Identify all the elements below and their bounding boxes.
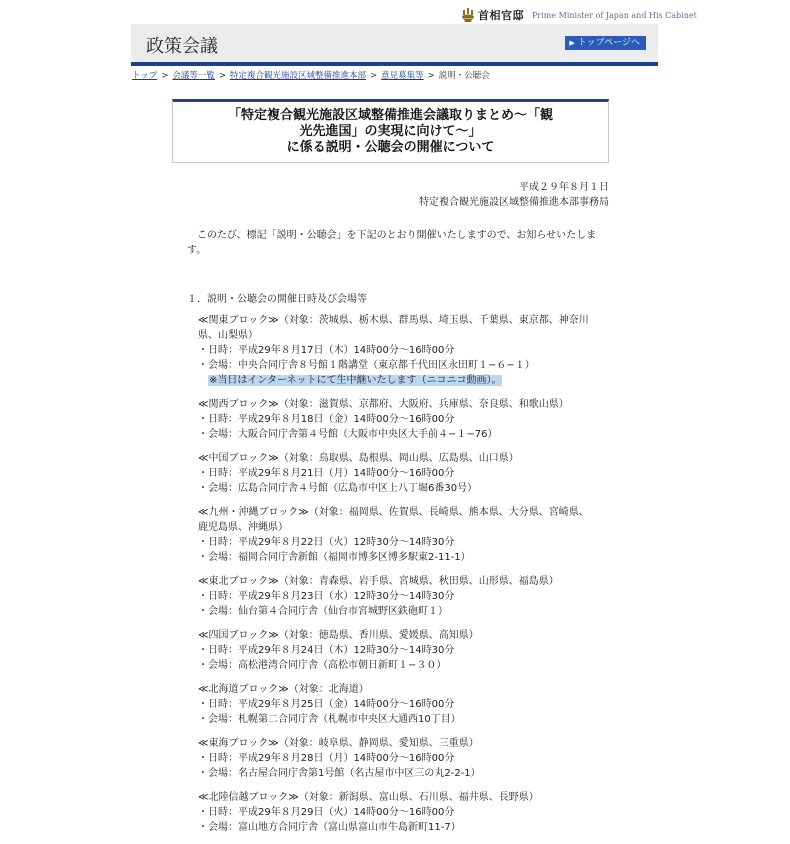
page-title-line: に係る説明・公聴会の開催について	[286, 140, 495, 155]
venue-block	[198, 451, 618, 496]
venue-block	[198, 682, 618, 727]
venue-block-name: ≪九州・沖縄ブロック≫（対象：福岡県、佐賀県、長崎県、熊本県、大分県、宮崎県、	[198, 507, 589, 518]
venue-block-date: ・日時：平成29年８月24日（木）12時30分〜14時30分	[198, 645, 455, 656]
venue-block-venue: ・会場：福岡合同庁舎新館（福岡市博多区博多駅東2-11-1）	[198, 552, 471, 563]
venue-block-list	[198, 313, 618, 844]
breadcrumb-current: 説明・公聴会	[438, 71, 490, 81]
logo-text-en: Prime Minister of Japan and His Cabinet	[532, 10, 697, 20]
top-page-button[interactable]	[565, 36, 646, 50]
breadcrumb-separator: >	[427, 71, 435, 81]
breadcrumb-separator: >	[218, 71, 227, 81]
venue-block-date: ・日時：平成29年８月29日（火）14時00分〜16時00分	[198, 807, 455, 818]
section-heading: １．説明・公聴会の開催日時及び会場等	[187, 294, 367, 305]
venue-block-name: ≪四国ブロック≫（対象：徳島県、香川県、愛媛県、高知県）	[198, 630, 479, 641]
breadcrumb-link[interactable]: 特定複合観光施設区域整備推進本部	[230, 71, 367, 81]
venue-block-name: ≪東北ブロック≫（対象：青森県、岩手県、宮城県、秋田県、山形県、福島県）	[198, 576, 559, 587]
venue-block-venue: ・会場：広島合同庁舎４号館（広島市中区上八丁堀6番30号）	[198, 483, 478, 494]
venue-block-name: ≪中国ブロック≫（対象：鳥取県、島根県、岡山県、広島県、山口県）	[198, 453, 519, 464]
top-page-button-label: トップページへ	[577, 38, 640, 48]
page-title-line: 光先進国」の実現に向けて〜」	[299, 124, 482, 139]
venue-block	[198, 574, 618, 619]
venue-block-venue: ・会場：名古屋合同庁舎第1号館（名古屋市中区三の丸2-2-1）	[198, 768, 481, 779]
venue-block-name: ≪北陸信越ブロック≫（対象：新潟県、富山県、石川県、福井県、長野県）	[198, 792, 539, 803]
venue-block	[198, 628, 618, 673]
live-stream-note: ※当日はインターネットにて生中継いたします（ニコニコ動画）。	[209, 375, 502, 386]
venue-block-venue: ・会場：中央合同庁舎８号館１階講堂（東京都千代田区永田町１−６−１）	[198, 360, 535, 371]
breadcrumb-link[interactable]: 意見募集等	[381, 71, 424, 81]
venue-block-venue: ・会場：仙台第４合同庁舎（仙台市宮城野区鉄砲町１）	[198, 606, 448, 617]
paulownia-emblem-icon	[461, 7, 475, 23]
venue-block-name: ≪東海ブロック≫（対象：岐阜県、静岡県、愛知県、三重県）	[198, 738, 479, 749]
venue-block	[198, 397, 618, 442]
venue-block	[198, 736, 618, 781]
breadcrumb-separator: >	[370, 71, 378, 81]
venue-block-date: ・日時：平成29年８月22日（火）12時30分〜14時30分	[198, 537, 455, 548]
issuing-organization: 特定複合観光施設区域整備推進本部事務局	[419, 197, 609, 208]
venue-block-venue: ・会場：富山地方合同庁舎（富山県富山市牛島新町11-7）	[198, 822, 461, 833]
breadcrumb-link[interactable]: トップ	[132, 71, 158, 81]
issue-date: 平成２９年８月１日	[519, 182, 609, 193]
venue-block-date: ・日時：平成29年８月28日（月）14時00分〜16時00分	[198, 753, 455, 764]
page-header	[131, 24, 658, 66]
venue-block-date: ・日時：平成29年８月17日（木）14時00分〜16時00分	[198, 345, 455, 356]
logo-text-jp: 首相官邸	[478, 9, 524, 22]
venue-block-date: ・日時：平成29年８月23日（水）12時30分〜14時30分	[198, 591, 455, 602]
site-logo[interactable]	[461, 4, 697, 26]
venue-block-venue: ・会場：大阪合同庁舎第４号館（大阪市中央区大手前４−１−76）	[198, 429, 498, 440]
venue-block	[198, 313, 618, 388]
venue-block-name: ≪北海道ブロック≫（対象：北海道）	[198, 684, 369, 695]
venue-block-name: ≪関東ブロック≫（対象：茨城県、栃木県、群馬県、埼玉県、千葉県、東京都、神奈川	[198, 315, 589, 326]
venue-block-venue: ・会場：札幌第二合同庁舎（札幌市中央区大通西10丁目）	[198, 714, 461, 725]
page-title-line: 「特定複合観光施設区域整備推進会議取りまとめ〜「観	[227, 108, 553, 123]
venue-block	[198, 505, 618, 565]
breadcrumb-link[interactable]: 会議等一覧	[172, 71, 215, 81]
triangle-right-icon: ▶	[569, 39, 575, 47]
venue-block-venue: ・会場：高松港湾合同庁舎（高松市朝日新町１−３０）	[198, 660, 447, 671]
page-header-title: 政策会議	[146, 36, 218, 57]
venue-block-date: ・日時：平成29年８月18日（金）14時00分〜16時00分	[198, 414, 455, 425]
venue-block-date: ・日時：平成29年８月25日（金）14時00分〜16時00分	[198, 699, 455, 710]
issue-info	[419, 180, 609, 210]
breadcrumb	[132, 69, 659, 81]
venue-block-name: ≪関西ブロック≫（対象：滋賀県、京都府、大阪府、兵庫県、奈良県、和歌山県）	[198, 399, 569, 410]
venue-block-note	[198, 373, 618, 388]
venue-block-name: 県、山梨県）	[198, 330, 258, 341]
intro-paragraph: このたび、標記「説明・公聴会」を下記のとおり開催いたしますので、お知らせいたします。	[187, 230, 597, 256]
venue-block-date: ・日時：平成29年８月21日（月）14時00分〜16時00分	[198, 468, 455, 479]
breadcrumb-separator: >	[161, 71, 169, 81]
venue-block-name: 鹿児島県、沖縄県）	[198, 522, 288, 533]
page-title-box	[172, 99, 609, 163]
